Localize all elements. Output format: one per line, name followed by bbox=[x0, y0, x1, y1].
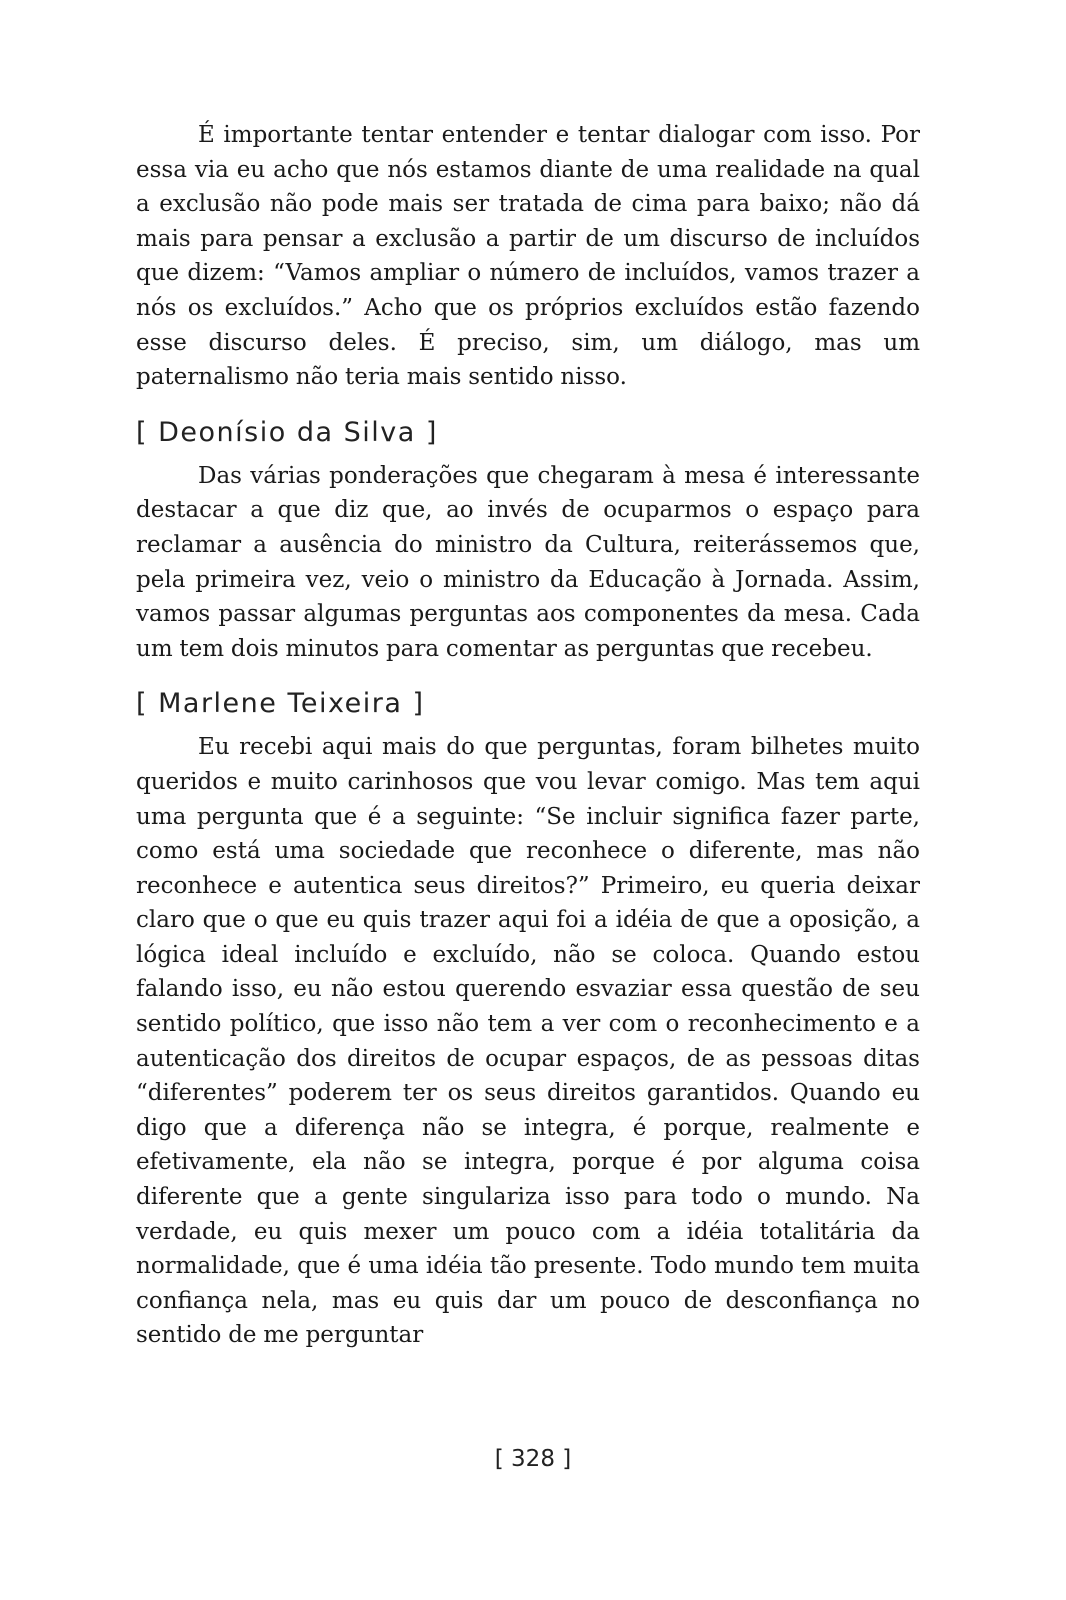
paragraph: Eu recebi aqui mais do que perguntas, foram bilhetes muito queridos e muito carinhosos que vou levar comigo. Mas tem aqui uma pergunta que é a seguinte: “Se incluir significa fazer parte, como está uma sociedade que reconhece o diferente, mas não reconhece e autentica seus direitos?” Primeiro, eu queria deixar claro que o que eu quis trazer aqui foi a idéia de que a oposição, a lógica ideal incluído e excluído, não se coloca. Quando estou falando isso, eu não estou querendo esvaziar essa questão de seu sentido político, que isso não tem a ver com o reconhecimento e a autenticação dos direitos de ocupar espaços, de as pessoas ditas “diferentes” poderem ter os seus direitos garantidos. Quando eu digo que a diferença não se integra, é porque, realmente e efetivamente, ela não se integra, porque é por alguma coisa diferente que a gente singulariza isso para todo o mundo. Na verdade, eu quis mexer um pouco com a idéia totalitária da normalidade, que é uma idéia tão presente. Todo mundo tem muita confiança nela, mas eu quis dar um pouco de desconfiança no sentido de me perguntar bbox=[136, 734, 920, 1349]
page-number: [ 328 ] bbox=[494, 1446, 572, 1472]
paragraph: É importante tentar entender e tentar dialogar com isso. Por essa via eu acho que nós estamos diante de uma realidade na qual a exclusão não pode mais ser tratada de cima para baixo; não dá mais para pensar a exclusão a partir de um discurso de incluídos que dizem: “Vamos ampliar o número de incluídos, vamos trazer a nós os excluídos.” Acho que os próprios excluídos estão fazendo esse discurso deles. É preciso, sim, um diálogo, mas um paternalismo não teria mais sentido nisso. bbox=[136, 122, 920, 391]
speaker-heading: [ Marlene Teixeira ] bbox=[136, 688, 425, 720]
speaker-heading: [ Deonísio da Silva ] bbox=[136, 416, 438, 448]
paragraph: Das várias ponderações que chegaram à mesa é interessante destacar a que diz que, ao invés de ocuparmos o espaço para reclamar a ausência do ministro da Cultura, reiterássemos que, pela primeira vez, veio o ministro da Educação à Jornada. Assim, vamos passar algumas perguntas aos componentes da mesa. Cada um tem dois minutos para comentar as perguntas que recebeu. bbox=[136, 462, 920, 662]
page-body bbox=[136, 118, 920, 1353]
